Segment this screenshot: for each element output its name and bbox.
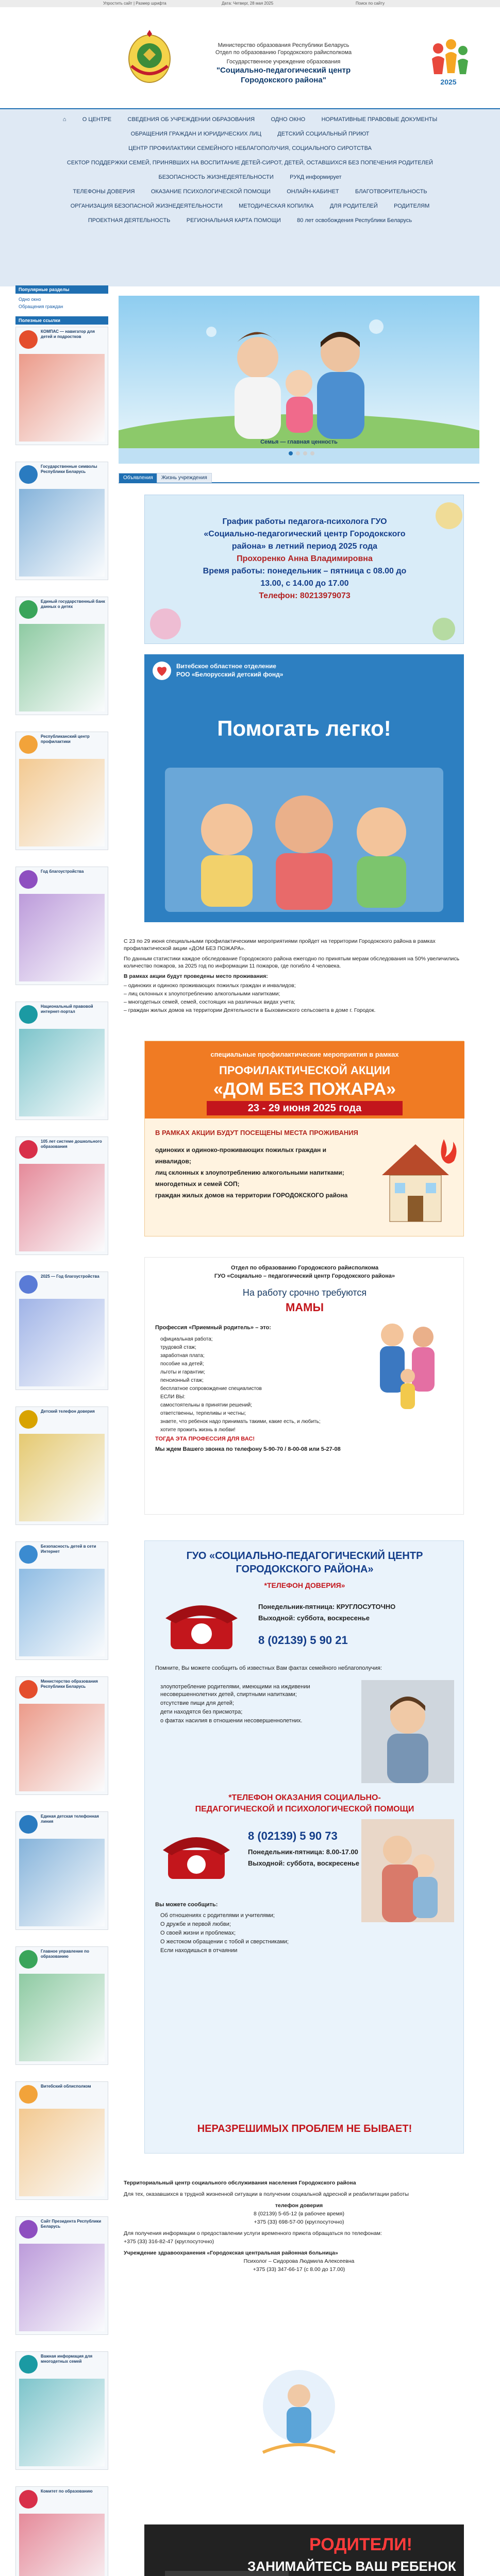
telephone-icon [160,1592,243,1654]
list-item: льготы и гарантии; [160,1369,205,1375]
sidebar-banner-7[interactable] [15,1137,108,1255]
helpline-title-1: ГУО «СОЦИАЛЬНО-ПЕДАГОГИЧЕСКИЙ ЦЕНТР [186,1550,423,1562]
sidebar-banner-4[interactable] [15,732,108,850]
campaign-paragraph-3: В рамках акции будут проведены место проживания: [124,973,268,979]
banner-icon [19,1410,38,1429]
list-item: ЕСЛИ ВЫ: [160,1394,186,1400]
list-item: трудовой стаж; [160,1345,196,1350]
banner-image [19,759,105,846]
vacancy-moms: МАМЫ [285,1301,324,1314]
schedule-line-3: района» в летний период 2025 года [231,542,378,551]
banner-label: КОМПАС — навигатор для детей и подростков [41,329,95,339]
nav-liberation[interactable]: 80 лет освобождения Республики Беларусь [297,217,412,224]
banner-icon [19,1005,38,1024]
helpline-hours: Понедельник-пятница: КРУГЛОСУТОЧНО [258,1603,396,1611]
ministry-label: Министерство образования Республики Беларусь [218,42,349,48]
nav-safety[interactable]: БЕЗОПАСНОСТЬ ЖИЗНЕДЕЯТЕЛЬНОСТИ [158,174,274,180]
banner-label: Сайт Президента Республики Беларусь [41,2219,102,2229]
banner-image [19,1299,105,1386]
top-bar [0,0,500,8]
campaign-bullet-1: – одиноких и одиноко проживающих пожилых граждан и инвалидов; [124,982,296,989]
helpline-weekend: Выходной: суббота, воскресенье [258,1614,370,1622]
sidebar-banner-12[interactable] [15,1811,108,1930]
nav-row-5 [0,173,500,180]
helpline-poster [144,1540,464,2154]
banner-icon [19,1545,38,1564]
banner-label: Национальный правовой интернет-портал [41,1004,93,1014]
list-item: Если находишься в отчаянии [160,1947,238,1954]
state-emblem-icon [126,30,173,84]
main-navigation [0,108,500,286]
fire-campaign-text [124,938,474,1015]
telephone-icon-2 [160,1824,232,1886]
nav-help-map[interactable]: РЕГИОНАЛЬНАЯ КАРТА ПОМОЩИ [186,217,281,224]
sidebar-banner-16[interactable] [15,2351,108,2470]
banner-icon [19,2490,38,2509]
content-tabs [119,472,479,483]
banner-label: Государственные символы Республики Беларусь [41,464,97,474]
helpline-title-2: ГОРОДОКСКОГО РАЙОНА» [236,1564,374,1575]
fund-slogan: Помогать легко! [217,716,391,740]
nav-one-window[interactable]: ОДНО ОКНО [271,116,306,123]
nav-row-7 [0,202,500,209]
children-hands-illustration [165,768,443,912]
useful-links-heading: Полезные ссылки [15,316,108,325]
tab-announcements[interactable]: Объявления [119,473,158,483]
psy-text: Вы можете сообщить: [155,1902,218,1908]
list-item: пенсионный стаж; [160,1378,204,1383]
social-support-info [124,2179,474,2274]
banner-label: Единый государственный банк данных о детях [41,599,105,609]
banner-image [19,2109,105,2196]
tab-life[interactable]: Жизнь учреждения [157,473,212,483]
support-shelter-label: Для получения информации о предоставлении услуги временного приюта обращаться по телефонам: [124,2230,382,2236]
nav-row-3 [0,144,500,151]
list-item: злоупотребление родителями, имеющими на иждивении несовершеннолетних детей, спиртными напитками; [160,1684,310,1698]
nav-methods[interactable]: МЕТОДИЧЕСКАЯ КОПИЛКА [239,203,314,209]
sidebar-link-one-window[interactable]: Одно окно [19,297,41,302]
list-item: официальная работа; [160,1336,213,1342]
banner-label: 2025 — Год благоустройства [41,1274,99,1279]
banner-image [19,1029,105,1116]
schedule-text [155,516,454,602]
slider-dot-1[interactable] [289,451,293,455]
sidebar-banner-2[interactable] [15,462,108,580]
psy-list [160,1912,356,1956]
list-item: О своей жизни и проблемах; [160,1930,236,1936]
institution-name-line2: Городокского района" [241,76,326,84]
psy-hours: Понедельник-пятница: 8.00-17.00 [248,1848,358,1856]
support-phone-label: телефон доверия [275,2202,323,2209]
slider-dot-2[interactable] [296,451,300,455]
banner-image [19,489,105,577]
vacancy-profession: Профессия «Приемный родитель» – это: [155,1325,271,1331]
sidebar-banner-11[interactable] [15,1676,108,1795]
parents-warning-banner [144,2524,464,2576]
banner-image [19,894,105,981]
slider-dot-4[interactable] [310,451,314,455]
banner-icon [19,2220,38,2239]
nav-charity[interactable]: БЛАГОТВОРИТЕЛЬНОСТЬ [355,189,427,195]
accessibility-link[interactable]: Упростить сайт | Размер шрифта [103,1,166,6]
vacancy-line-1: Отдел по образованию Городокского райисполкома [230,1265,379,1271]
helpline-slogan: НЕРАЗРЕШИМЫХ ПРОБЛЕМ НЕ БЫВАЕТ! [197,2123,412,2134]
slider-dot-3[interactable] [303,451,307,455]
psy-title-2: ПЕДАГОГИЧЕСКОЙ И ПСИХОЛОГИЧЕСКОЙ ПОМОЩИ [195,1805,414,1814]
nav-shelter[interactable]: ДЕТСКИЙ СОЦИАЛЬНЫЙ ПРИЮТ [277,131,370,137]
helpline-phone[interactable]: 8 (02139) 5 90 21 [258,1634,348,1647]
poster-top-text: специальные профилактические мероприятия в рамках [210,1050,399,1058]
psychologist-phone: Телефон: 80213979073 [259,591,351,600]
helpline-text: Помните, Вы можете сообщить об известных Вам фактах семейного неблагополучия: [155,1665,382,1671]
banner-icon [19,1815,38,1834]
list-item: бесплатное сопровождение специалистов [160,1386,262,1392]
campaign-bullet-2: – лиц склонных к злоупотреблению алкогольными напитками; [124,991,280,997]
banner-icon [19,1950,38,1969]
list-item: ответственны, терпеливы и честны; [160,1411,246,1416]
schedule-line-1: График работы педагога-психолога ГУО [222,517,387,526]
vacancy-requirements [160,1402,449,1435]
support-shelter-phone: +375 (33) 316-82-47 (круглосуточно) [124,2239,214,2245]
institution-title [180,41,387,86]
banner-icon [19,735,38,754]
banner-label: Главное управление по образованию [41,1949,89,1959]
sidebar-link-appeals[interactable]: Обращения граждан [19,304,63,309]
nav-parents[interactable]: РОДИТЕЛЯМ [394,203,430,209]
banner-icon [19,330,38,349]
sad-child-illustration [361,1680,454,1783]
schedule-line-5: Время работы: понедельник – пятница с 08.00 до [203,567,407,575]
support-phone-1: 8 (02139) 5-65-12 (в рабочее время) [254,2211,344,2217]
list-item: заработная плата; [160,1353,205,1359]
banner-icon [19,1680,38,1699]
psy-title-1: *ТЕЛЕФОН ОКАЗАНИЯ СОЦИАЛЬНО- [228,1793,381,1802]
vacancy-headline: На работу срочно требуются [242,1287,367,1298]
nav-info[interactable]: СВЕДЕНИЯ ОБ УЧРЕЖДЕНИИ ОБРАЗОВАНИЯ [127,116,255,123]
campaign-paragraph-2: По данным статистики каждое обследование Городокского района ежегодно по принятым мерам обследования на 50% увеличились количество пожаров, за 2025 год по информации 11 пожаров, где погибло 4 человека. [124,956,460,969]
sidebar-banner-8[interactable] [15,1272,108,1390]
banner-label: Министерство образования Республики Беларусь [41,1679,98,1689]
slider-caption: Семья — главная ценность [260,439,338,445]
poster-list [155,1144,361,1201]
nav-safe-life[interactable]: ОРГАНИЗАЦИЯ БЕЗОПАСНОЙ ЖИЗНЕДЕЯТЕЛЬНОСТИ [70,203,223,209]
banner-label: Детский телефон доверия [41,1409,95,1414]
support-title: Территориальный центр социального обслуживания населения Городокского района [124,2180,356,2186]
vacancy-line-2: ГУО «Социально – педагогический центр Городокского района» [214,1273,395,1279]
department-label: Отдел по образованию Городокского райисполкома [215,49,352,56]
sidebar-banner-1[interactable] [15,327,108,445]
banner-image [19,354,105,442]
nav-rukd[interactable]: РУКД информирует [290,174,342,180]
support-phone-2: +375 (33) 698-57-00 (круглосуточно) [254,2219,344,2225]
banner-icon [19,870,38,889]
list-item: хотите прожить жизнь в любви! [160,1427,236,1433]
banner-label: Безопасность детей в сети Интернет [41,1544,96,1554]
schedule-line-6: 13.00, с 14.00 до 17.00 [260,579,349,588]
banner-image [19,1569,105,1656]
nav-projects[interactable]: ПРОЕКТНАЯ ДЕЯТЕЛЬНОСТЬ [88,217,171,224]
campaign-bullet-3: – многодетных семей, семей, состоящих на различных видах учета; [124,999,295,1005]
support-illustration [196,2349,402,2483]
popular-sections-heading: Популярные разделы [15,285,108,294]
banner-image [19,2244,105,2331]
sidebar-banner-10[interactable] [15,1541,108,1660]
banner-image [19,1434,105,1521]
banner-icon [19,2355,38,2374]
foster-parent-vacancy [144,1257,464,1515]
year-of-family-logo [423,33,474,90]
nav-appeals[interactable]: ОБРАЩЕНИЯ ГРАЖДАН И ЮРИДИЧЕСКИХ ЛИЦ [130,131,261,137]
fund-org-line2: РОО «Белорусский детский фонд» [176,671,284,678]
institution-type: Государственное учреждение образования [226,59,341,65]
banner-image [19,1839,105,1926]
sidebar-banner-17[interactable] [15,2486,108,2576]
nav-psych-help[interactable]: ОКАЗАНИЕ ПСИХОЛОГИЧЕСКОЙ ПОМОЩИ [151,189,271,195]
site-search-link[interactable]: Поиск по сайту [356,1,385,6]
sidebar-banner-3[interactable] [15,597,108,715]
list-item: Об отношениях с родителями и учителями; [160,1912,275,1919]
nav-row-1 [0,115,500,123]
banner-icon [19,2085,38,2104]
fund-org-line1: Витебское областное отделение [176,663,276,670]
helpline-sub: *ТЕЛЕФОН ДОВЕРИЯ» [264,1581,345,1589]
parents-banner-line-1: РОДИТЕЛИ! [309,2535,412,2554]
campaign-bullet-4: – граждан жилых домов на территории Деятельности в Быховинского сельсовета в доме г. Городок. [124,1007,376,1013]
banner-image [19,1974,105,2061]
poster-dates: 23 - 29 июня 2025 года [207,1101,403,1115]
poster-item-1: одиноких и одиноко-проживающих пожилых граждан и инвалидов; [155,1146,326,1165]
nav-row-8 [0,216,500,224]
banner-icon [19,1140,38,1159]
list-item: дети находятся без присмотра; [160,1709,243,1715]
sidebar-banner-6[interactable] [15,1002,108,1120]
nav-for-parents[interactable]: ДЛЯ РОДИТЕЛЕЙ [329,203,378,209]
banner-image [19,1164,105,1251]
psy-weekend: Выходной: суббота, воскресенье [248,1859,359,1867]
sidebar-banner-9[interactable] [15,1406,108,1525]
nav-prevention-center[interactable]: ЦЕНТР ПРОФИЛАКТИКИ СЕМЕЙНОГО НЕБЛАГОПОЛУЧИЯ, СОЦИАЛЬНОГО СИРОТСТВА [128,145,372,151]
nav-row-6 [0,188,500,195]
vacancy-question: ТОГДА ЭТА ПРОФЕССИЯ ДЛЯ ВАС! [155,1436,255,1442]
vacancy-benefits [160,1336,351,1402]
photo-slider[interactable] [119,296,479,464]
list-item: знаете, что ребенок надо принимать такими, какие есть, и любить; [160,1419,321,1425]
helpline-list [160,1683,356,1726]
fire-prevention-poster [144,1041,464,1236]
sidebar-banner-13[interactable] [15,1946,108,2065]
nav-home-icon[interactable]: ⌂ [62,116,66,123]
vacancy-phone: Мы ждем Вашего звонка по телефону 5-90-70 / 8-00-08 или 5-27-08 [155,1446,341,1452]
childrens-fund-poster [144,654,464,922]
support-text: Для тех, оказавшихся в трудной жизненной ситуации в получении социальной адресной и реабилитации работы [124,2191,409,2197]
banner-image [19,2514,105,2576]
poster-sub: В РАМКАХ АКЦИИ БУДУТ ПОСЕЩЕНЫ МЕСТА ПРОЖИВАНИЯ [155,1129,358,1137]
hospital-phone: +375 (33) 347-66-17 (с 8.00 до 17.00) [253,2266,345,2273]
banner-label: Комитет по образованию [41,2489,93,2494]
banner-icon [19,1275,38,1294]
poster-title: «ДОМ БЕЗ ПОЖАРА» [213,1079,396,1099]
slider-dots [119,448,479,459]
nav-documents[interactable]: НОРМАТИВНЫЕ ПРАВОВЫЕ ДОКУМЕНТЫ [321,116,438,123]
family-photo [119,296,479,448]
list-item: отсутствие пищи для детей; [160,1700,235,1706]
sidebar-banner-15[interactable] [15,2216,108,2335]
list-item: О дружбе и первой любви; [160,1921,231,1927]
banner-label: Единая детская телефонная линия [41,1814,99,1824]
poster-item-4: граждан жилых домов на территории ГОРОДОКСКОГО района [155,1192,348,1199]
banner-icon [19,465,38,484]
banner-label: Республиканский центр профилактики [41,734,90,744]
parents-banner-line-2: ЗАНИМАЙТЕСЬ ВАШ РЕБЕНОК [247,2558,456,2574]
site-header [0,7,500,108]
banner-image [19,1704,105,1791]
nav-online-office[interactable]: ОНЛАЙН-КАБИНЕТ [287,189,339,195]
banner-label: Важная информация для многодетных семей [41,2354,93,2364]
banner-label: Витебский облисполком [41,2084,91,2089]
psychologist-schedule [144,495,464,644]
nav-row-4 [0,159,500,166]
campaign-paragraph-1: С 23 по 29 июня специальными профилактическими мероприятиями пройдет на территории Городокского района в рамках профилактической акции «ДОМ БЕЗ ПОЖАРА». [124,938,436,952]
list-item: пособие на детей; [160,1361,204,1367]
hospital-psychologist: Психолог – Сидорова Людмила Алексеевна [243,2258,355,2264]
year-label: 2025 [440,78,457,86]
banner-label: Год благоустройства [41,869,84,874]
psy-phone[interactable]: 8 (02139) 5 90 73 [248,1829,338,1842]
banner-image [19,2379,105,2466]
sidebar-banner-14[interactable] [15,2081,108,2200]
nav-foster-sector[interactable]: СЕКТОР ПОДДЕРЖКИ СЕМЕЙ, ПРИНЯВШИХ НА ВОСПИТАНИЕ ДЕТЕЙ-СИРОТ, ДЕТЕЙ, ОСТАВШИХСЯ БЕЗ ПОПЕЧЕНИЯ РОДИТЕЛЕЙ [66,160,434,166]
nav-helplines[interactable]: ТЕЛЕФОНЫ ДОВЕРИЯ [73,189,135,195]
banner-icon [19,600,38,619]
current-date: Дата: Четверг, 28 мая 2025 [222,1,274,6]
hospital-label: Учреждение здравоохранения «Городокская центральная районная больница» [124,2250,338,2256]
house-fire-illustration [372,1129,459,1232]
fund-logo-icon [152,660,172,681]
schedule-line-2: «Социально-педагогический центр Городокского [204,530,406,538]
institution-name-line1: "Социально-педагогический центр [216,66,351,75]
banner-label: 105 лет системе дошкольного образования [41,1139,102,1149]
banner-image [19,624,105,711]
list-item: о фактах насилия в отношении несовершеннолетних. [160,1718,303,1724]
sidebar-banner-5[interactable] [15,867,108,985]
poster-item-3: многодетных и семей СОП; [155,1180,240,1188]
poster-item-2: лиц склонных к злоупотреблению алкогольными напитками; [155,1169,344,1176]
nav-about[interactable]: О ЦЕНТРЕ [82,116,112,123]
mother-child-illustration [361,1819,454,1922]
psychologist-name: Прохоренко Анна Владимировна [237,554,373,563]
poster-mid-text: ПРОФИЛАКТИЧЕСКОЙ АКЦИИ [219,1064,390,1077]
nav-row-2 [0,130,500,137]
list-item: самостоятельны в принятии решений; [160,1402,252,1408]
list-item: О жестоком обращении с тобой и сверстниками; [160,1939,289,1945]
